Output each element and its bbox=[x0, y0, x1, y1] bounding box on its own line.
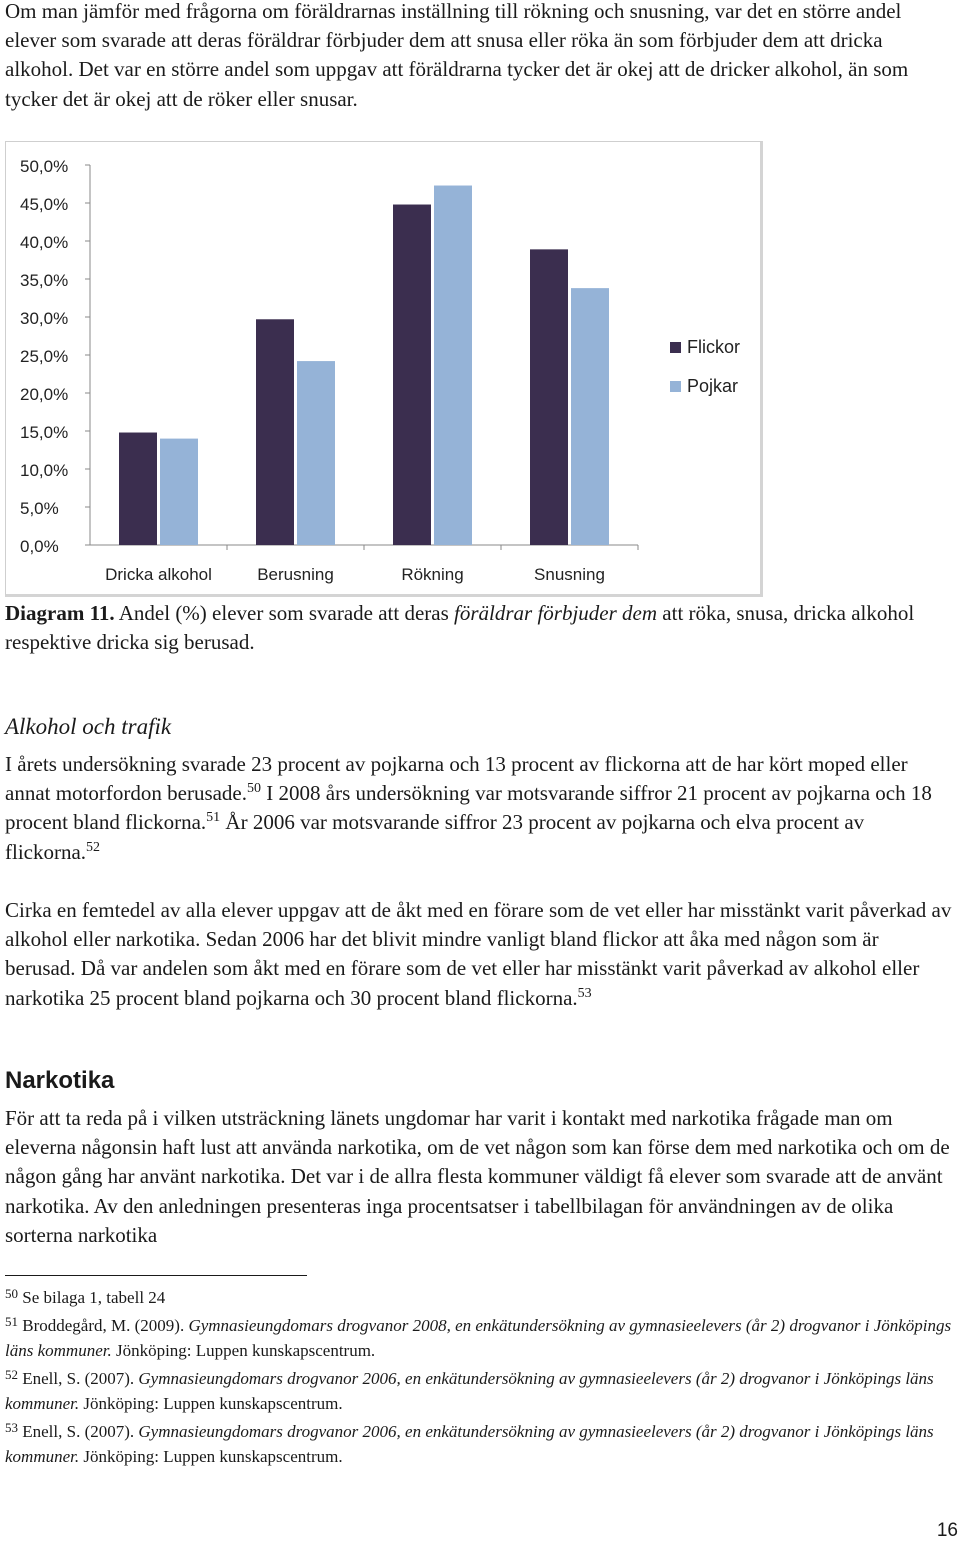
y-tick-label: 35,0% bbox=[20, 271, 69, 290]
bar-flickor-1 bbox=[256, 319, 294, 545]
footnote-51-author: Broddegård, M. (2009). bbox=[18, 1316, 189, 1335]
footnote-52-pub: Jönköping: Luppen kunskapscentrum. bbox=[79, 1393, 343, 1413]
y-tick-label: 25,0% bbox=[20, 347, 69, 366]
traffic-text-c: År 2006 var motsvarande siffror 23 procent av pojkarna och elva procent av flickorna. bbox=[5, 810, 865, 864]
footnote-53-pub: Jönköping: Luppen kunskapscentrum. bbox=[79, 1446, 343, 1466]
footnote-52-author: Enell, S. (2007). bbox=[18, 1369, 139, 1388]
bar-pojkar-1 bbox=[297, 361, 335, 545]
intro-paragraph: Om man jämför med frågorna om föräldrarnas inställning till rökning och snusning, var det en större andel elever som svarade att deras föräldrar förbjuder dem att snusa eller röka än som förbjuder dem att dricka alkohol. Det var en större andel som uppgav att föräldrarna tycker det är okej att de dricker alkohol, än som tycker det är okej att de röker eller snusar. bbox=[5, 0, 909, 111]
bar-pojkar-3 bbox=[571, 288, 609, 545]
y-tick-label: 50,0% bbox=[20, 157, 69, 176]
footnote-ref-52[interactable]: 52 bbox=[86, 839, 101, 855]
caption-text-after: att röka, snusa, dricka alkohol respektive dricka sig berusad. bbox=[5, 601, 915, 654]
traffic-text-b: I 2008 års undersökning var motsvarande siffror 21 procent av pojkarna och 18 procent bland flickorna. bbox=[5, 781, 932, 835]
bar-flickor-3 bbox=[530, 249, 568, 545]
heading-narkotika: Narkotika bbox=[5, 1067, 115, 1094]
y-tick-label: 10,0% bbox=[20, 461, 69, 480]
footnote-52-num: 52 bbox=[5, 1367, 18, 1382]
x-category-label: Dricka alkohol bbox=[105, 565, 212, 584]
footnote-50-num: 50 bbox=[5, 1286, 18, 1301]
bar-pojkar-0 bbox=[160, 439, 198, 545]
traffic-text-2: Cirka en femtedel av alla elever uppgav att de åkt med en förare som de vet eller har misstänkt varit påverkad av alkohol eller narkotika. Sedan 2006 har det blivit mindre vanligt bland flickor att åka med någon som är berusad. Då var andelen som åkt med en förare som de vet eller har misstänkt varit påverkad av alkohol eller narkotika 25 procent bland pojkarna och 30 procent bland flickorna. bbox=[5, 898, 952, 1010]
footnote-52 bbox=[5, 1367, 955, 1416]
footnote-50 bbox=[5, 1286, 955, 1311]
x-category-label: Rökning bbox=[401, 565, 464, 584]
footnote-divider bbox=[5, 1275, 307, 1276]
footnote-53-num: 53 bbox=[5, 1420, 18, 1435]
drugs-paragraph: För att ta reda på i vilken utsträckning länets ungdomar har varit i kontakt med narkotika frågade man om eleverna någonsin haft lust att använda narkotika, om de vet någon som kan förse dem med narkotika och om de någon gång har använt narkotika. Det var i de allra flesta kommuner väldigt få elever som svarade att de använt narkotika. Av den anledningen presenteras inga procentsatser i tabellbilagan för användningen av de olika sorterna narkotika bbox=[5, 1106, 950, 1247]
y-tick-label: 5,0% bbox=[20, 499, 59, 518]
footnote-53-title: Gymnasieungdomars drogvanor 2006, en enkätundersökning av gymnasieelevers (år 2) drogvanor i Jönköpings läns kommuner. bbox=[5, 1422, 934, 1466]
footnote-51-title: Gymnasieungdomars drogvanor 2008, en enkätundersökning av gymnasieelevers (år 2) drogvanor i Jönköpings läns kommuner. bbox=[5, 1316, 952, 1360]
legend-label: Flickor bbox=[687, 337, 740, 357]
bar-chart-svg bbox=[6, 142, 760, 594]
caption-text-before: Andel (%) elever som svarade att deras bbox=[114, 601, 455, 625]
footnote-51-pub: Jönköping: Luppen kunskapscentrum. bbox=[111, 1340, 376, 1360]
caption-italic: föräldrar förbjuder dem bbox=[454, 601, 658, 625]
y-tick-label: 30,0% bbox=[20, 309, 69, 328]
footnote-53 bbox=[5, 1420, 955, 1469]
bar-chart bbox=[5, 141, 763, 597]
chart-caption bbox=[5, 599, 953, 657]
x-category-label: Berusning bbox=[257, 565, 334, 584]
bar-flickor-2 bbox=[393, 205, 431, 545]
heading-alkohol-trafik: Alkohol och trafik bbox=[5, 714, 172, 739]
caption-label: Diagram 11. bbox=[5, 601, 115, 625]
legend-swatch bbox=[670, 381, 681, 392]
footnote-53-author: Enell, S. (2007). bbox=[18, 1422, 139, 1441]
footnote-ref-53[interactable]: 53 bbox=[577, 985, 592, 1001]
legend-label: Pojkar bbox=[687, 376, 739, 396]
y-tick-label: 40,0% bbox=[20, 233, 69, 252]
footnote-ref-51[interactable]: 51 bbox=[206, 810, 221, 826]
y-tick-label: 0,0% bbox=[20, 537, 59, 556]
footnote-52-title: Gymnasieungdomars drogvanor 2006, en enkätundersökning av gymnasieelevers (år 2) drogvanor i Jönköpings läns kommuner. bbox=[5, 1369, 934, 1413]
footnote-51-num: 51 bbox=[5, 1314, 18, 1329]
y-tick-label: 20,0% bbox=[20, 385, 69, 404]
bar-flickor-0 bbox=[119, 433, 157, 545]
traffic-text-a: I årets undersökning svarade 23 procent av pojkarna och 13 procent av flickorna att de har kört moped eller annat motorfordon berusade. bbox=[5, 752, 908, 806]
page-number: 16 bbox=[936, 1520, 958, 1541]
y-tick-label: 15,0% bbox=[20, 423, 69, 442]
footnote-50-text: Se bilaga 1, tabell 24 bbox=[18, 1288, 166, 1307]
y-tick-label: 45,0% bbox=[20, 195, 69, 214]
legend-swatch bbox=[670, 342, 681, 353]
traffic-paragraph-2 bbox=[5, 896, 953, 1013]
bar-pojkar-2 bbox=[434, 186, 472, 545]
footnote-51 bbox=[5, 1314, 955, 1363]
footnote-ref-50[interactable]: 50 bbox=[247, 781, 262, 797]
traffic-paragraph-1 bbox=[5, 750, 953, 867]
x-category-label: Snusning bbox=[534, 565, 605, 584]
